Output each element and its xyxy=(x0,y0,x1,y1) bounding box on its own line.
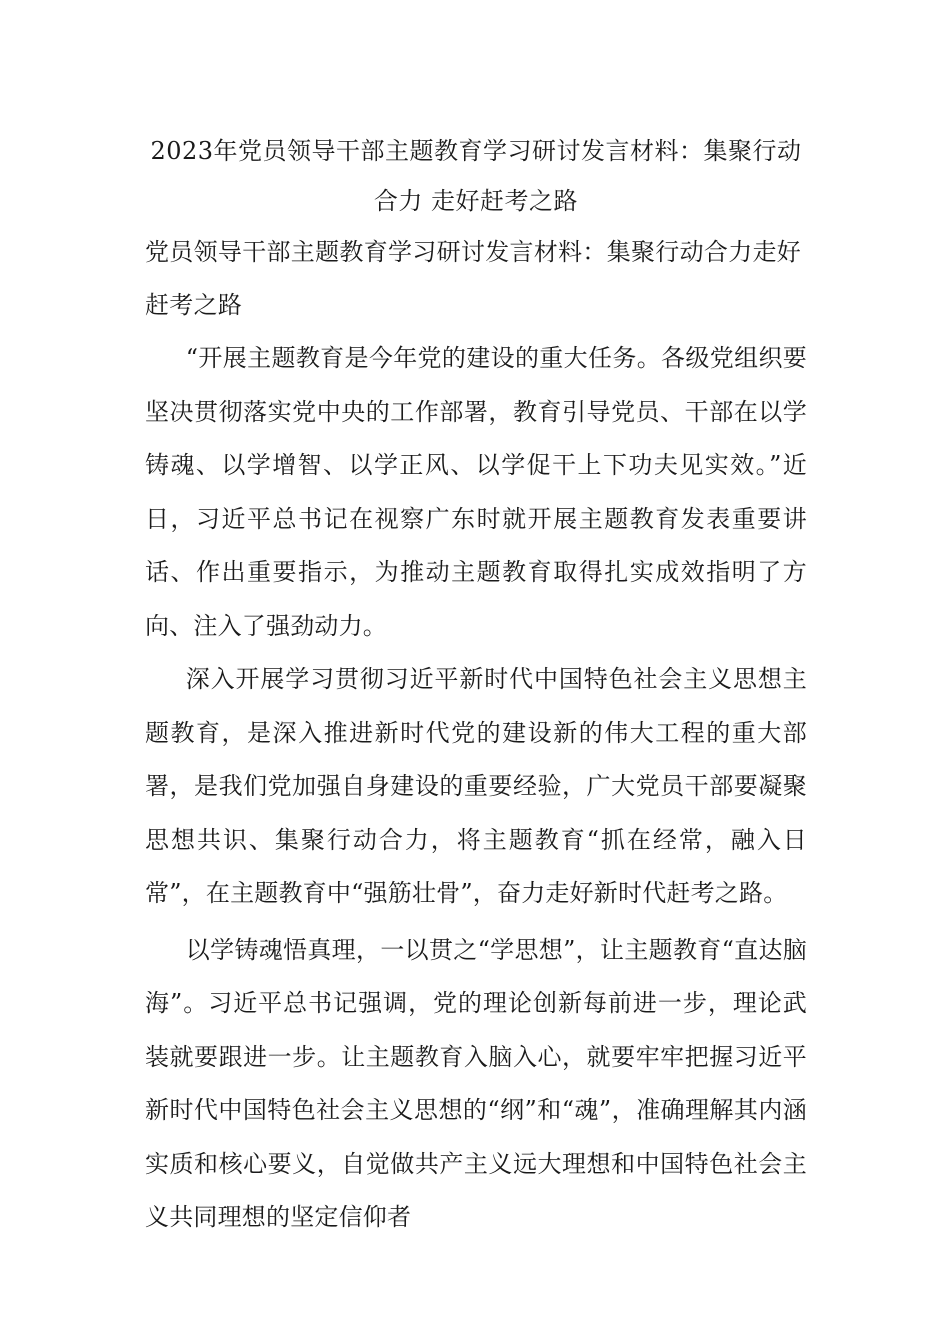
document-subtitle: 党员领导干部主题教育学习研讨发言材料：集聚行动合力走好赶考之路 xyxy=(145,238,802,319)
document-title: 2023年党员领导干部主题教育学习研讨发言材料：集聚行动合力 走好赶考之路 xyxy=(150,137,802,215)
paragraph-3: 以学铸魂悟真理，一以贯之“学思想”，让主题教育“直达脑海”。习近平总书记强调，党的理论创新每前进一步，理论武装就要跟进一步。让主题教育入脑入心，就要牢牢把握习近平新时代中国特色社会主义思想的“纲”和“魂”，准确理解其内涵实质和核心要义，自觉做共产主义远大理想和中国特色社会主义共同理想的坚定信仰者 xyxy=(145,935,807,1231)
paragraph-1: “开展主题教育是今年党的建设的重大任务。各级党组织要坚决贯彻落实党中央的工作部署，教育引导党员、干部在以学铸魂、以学增智、以学正风、以学促干上下功夫见实效。”近日，习近平总书记在视察广东时就开展主题教育发表重要讲话、作出重要指示，为推动主题教育取得扎实成效指明了方向、注入了强劲动力。 xyxy=(145,344,807,640)
document-body xyxy=(145,126,807,1245)
paragraph-2: 深入开展学习贯彻习近平新时代中国特色社会主义思想主题教育，是深入推进新时代党的建设新的伟大工程的重大部署，是我们党加强自身建设的重要经验，广大党员干部要凝聚思想共识、集聚行动合力，将主题教育“抓在经常，融入日常”，在主题教育中“强筋壮骨”，奋力走好新时代赶考之路。 xyxy=(145,665,807,907)
